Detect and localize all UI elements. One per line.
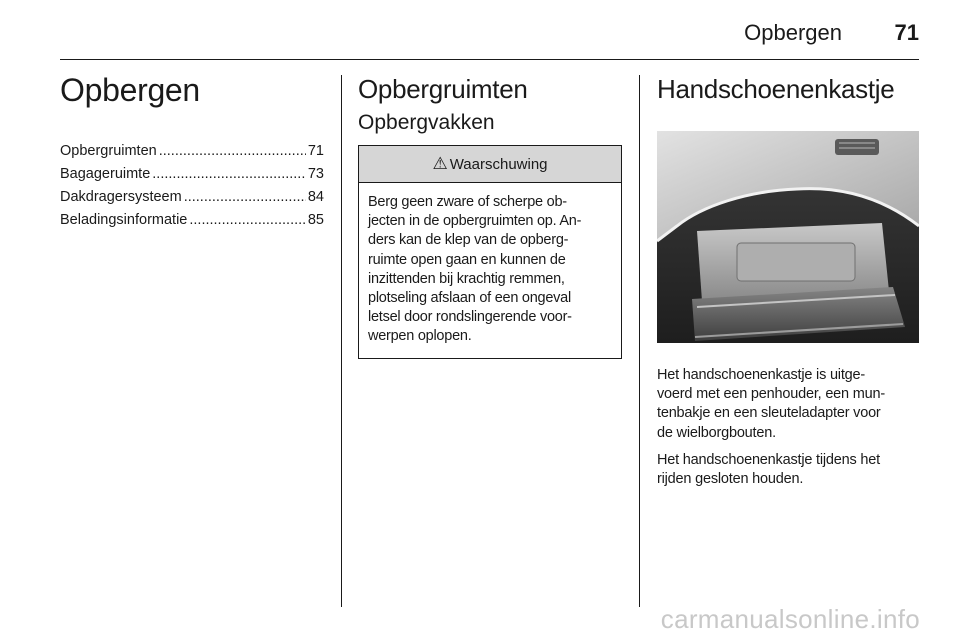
warning-line: jecten in de opbergruimten op. An- <box>368 213 582 230</box>
paragraph-line: rijden gesloten houden. <box>657 471 804 488</box>
toc-leader <box>189 212 306 228</box>
toc-label: Dakdragersysteem <box>60 189 182 205</box>
warning-line: inzittenden bij krachtig remmen, <box>368 270 565 287</box>
page-number: 71 <box>894 20 919 45</box>
left-column <box>60 72 324 235</box>
warning-line: ruimte open gaan en kunnen de <box>368 251 566 268</box>
toc-leader <box>152 166 306 182</box>
warning-line: plotseling afslaan of een ongeval <box>368 290 571 307</box>
paragraph-line: Het handschoenenkastje is uitge- <box>657 367 866 383</box>
warning-box <box>358 145 622 359</box>
column-divider-left <box>341 75 342 607</box>
glovebox-photo <box>657 131 919 343</box>
section-title: Handschoenenkastje <box>657 74 895 104</box>
toc-page: 71 <box>307 143 324 159</box>
toc-leader <box>159 143 306 159</box>
toc-entry[interactable] <box>60 166 324 189</box>
paragraph-line: de wielborgbouten. <box>657 424 776 441</box>
warning-line: werpen oplopen. <box>368 328 472 345</box>
air-vent-slot <box>839 147 875 149</box>
header-rule <box>60 59 919 60</box>
table-of-contents <box>60 143 324 235</box>
paragraph <box>657 366 919 443</box>
warning-line: ders kan de klep van de opberg- <box>368 232 569 249</box>
right-column <box>657 74 919 489</box>
section-title: Opbergruimten <box>358 74 528 104</box>
toc-label: Beladingsinformatie <box>60 212 188 228</box>
toc-entry[interactable] <box>60 189 324 212</box>
warning-title: Waarschuwing <box>449 155 548 173</box>
header-title: Opbergen <box>744 20 842 45</box>
subsection-title: Opbergvakken <box>358 111 495 134</box>
toc-page: 73 <box>307 166 324 182</box>
paragraph-line: voerd met een penhouder, een mun- <box>657 386 885 403</box>
chapter-title: Opbergen <box>60 72 200 108</box>
paragraph <box>657 451 919 489</box>
air-vent-slot <box>839 142 875 144</box>
toc-page: 85 <box>307 212 324 228</box>
warning-triangle-icon: ⚠ <box>432 154 448 173</box>
toc-leader <box>184 189 306 205</box>
toc-label: Bagageruimte <box>60 166 151 182</box>
toc-entry[interactable] <box>60 212 324 235</box>
toc-page: 84 <box>307 189 324 205</box>
warning-line: Berg geen zware of scherpe ob- <box>368 194 567 210</box>
paragraph-line: tenbakje en een sleuteladapter voor <box>657 405 881 422</box>
middle-column <box>358 74 622 359</box>
toc-label: Opbergruimten <box>60 143 157 159</box>
warning-body <box>359 183 621 358</box>
toc-entry[interactable] <box>60 143 324 166</box>
storage-tray <box>737 243 855 281</box>
warning-line: letsel door rondslingerende voor- <box>368 309 572 326</box>
paragraph-line: Het handschoenenkastje tijdens het <box>657 451 880 468</box>
warning-header <box>359 146 621 183</box>
watermark: carmanualsonline.info <box>660 604 920 634</box>
column-divider-right <box>639 75 640 607</box>
